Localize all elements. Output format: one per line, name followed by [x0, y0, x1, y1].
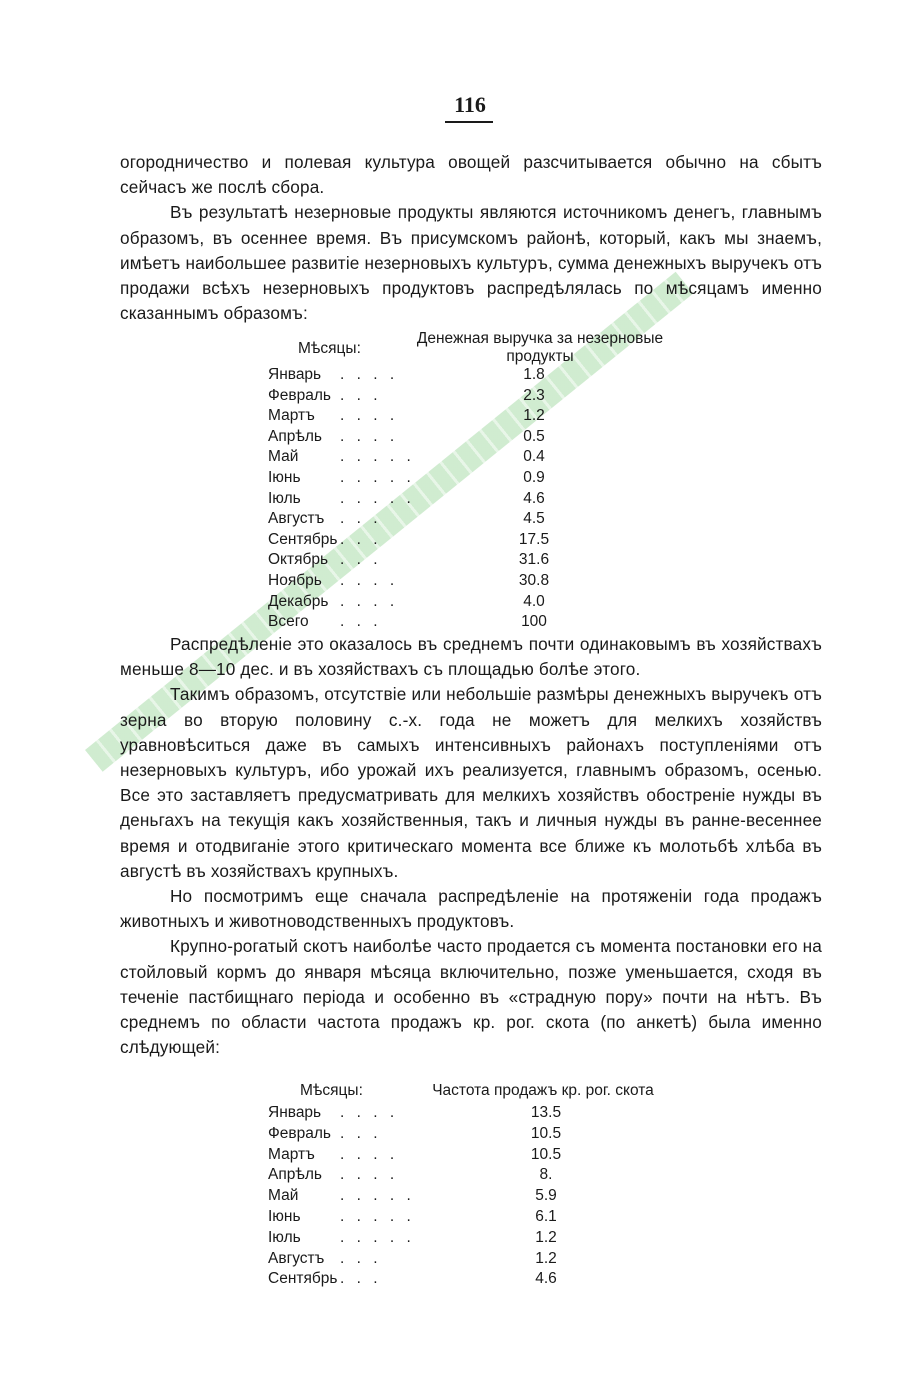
- month-cell: Май: [268, 1187, 299, 1205]
- month-cell: Августъ: [268, 1249, 325, 1267]
- leader-dots: . . .: [340, 530, 382, 548]
- value-cell: 1.2: [535, 1249, 557, 1267]
- value-cell: 1.2: [523, 407, 545, 425]
- month-cell: Октябрь: [268, 551, 329, 569]
- value-cell: 10.5: [530, 1145, 562, 1163]
- leader-dots: . . . . .: [340, 469, 415, 486]
- leader-dots: . . . .: [340, 1145, 399, 1163]
- month-cell: Мартъ: [268, 1145, 315, 1163]
- value-cell: 8.: [539, 1166, 553, 1184]
- table-row: [268, 1270, 688, 1290]
- table-2: [268, 1082, 688, 1302]
- table-1: [268, 330, 688, 630]
- leader-dots: . . . .: [340, 572, 399, 589]
- value-cell: 4.0: [523, 592, 545, 610]
- leader-dots: . . . .: [340, 592, 399, 610]
- page-number: 116: [454, 92, 486, 117]
- table-row: [268, 572, 688, 592]
- month-cell: Мартъ: [268, 407, 315, 425]
- table-row: [268, 1250, 688, 1270]
- leader-dots: . . .: [340, 1270, 382, 1288]
- paragraph-1: огородничество и полевая культура овощей разсчитывается обычно на сбытъ сейчасъ же послѣ сбора.: [120, 152, 822, 198]
- month-cell: Іюль: [268, 489, 301, 507]
- leader-dots: . . .: [340, 551, 382, 569]
- table-row: [268, 593, 688, 613]
- leader-dots: . . . . .: [340, 1208, 415, 1225]
- leader-dots: . . .: [340, 510, 382, 528]
- value-cell: 6.1: [535, 1208, 557, 1225]
- value-cell: 17.5: [518, 530, 550, 548]
- leader-dots: . . . . .: [340, 1187, 415, 1205]
- month-cell: Январь: [268, 366, 322, 383]
- month-cell: Всего: [268, 613, 309, 631]
- month-cell: Февраль: [268, 386, 331, 404]
- table-row: [268, 613, 688, 633]
- table-row: [268, 387, 688, 407]
- month-cell: Іюнь: [268, 469, 301, 486]
- paragraph-4: Такимъ образомъ, отсутствіе или небольшіе размѣры денежныхъ выручекъ отъ зерна во вторую половину с.-х. года не можетъ для мелкихъ хозяйствъ уравновѣситься даже въ самыхъ интенсивныхъ районахъ поступленіями отъ незерновыхъ культуръ, ибо урожай ихъ реализуется, главнымъ образомъ, осенью. Все это заставляетъ предусматривать для мелкихъ хозяйствъ обостреніе нужды въ деньгахъ на текущія какъ хозяйственныя, такъ и личныя нужды въ ранне-весеннее время и отодвиганіе этого критическаго момента все ближе къ молотьбѣ хлѣба въ августѣ въ хозяйствахъ крупныхъ.: [120, 684, 822, 881]
- table-1-header-value-line1: Денежная выручка за незерновые: [416, 330, 664, 347]
- text-block-middle: [120, 632, 822, 1060]
- table-row: [268, 1229, 688, 1249]
- table-2-header-month: Мѣсяцы:: [300, 1082, 363, 1099]
- value-cell: 5.9: [535, 1187, 557, 1205]
- value-cell: 13.5: [530, 1104, 562, 1121]
- table-row: [268, 551, 688, 571]
- table-row: [268, 1166, 688, 1186]
- value-cell: 31.6: [518, 551, 550, 569]
- month-cell: Февраль: [268, 1124, 331, 1142]
- leader-dots: . . . .: [340, 407, 399, 425]
- table-row: [268, 1104, 688, 1124]
- month-cell: Ноябрь: [268, 572, 322, 589]
- month-cell: Іюнь: [268, 1208, 301, 1225]
- value-cell: 0.4: [523, 448, 545, 466]
- leader-dots: . . .: [340, 1249, 382, 1267]
- leader-dots: . . . .: [340, 1166, 399, 1184]
- table-row: [268, 1208, 688, 1228]
- month-cell: Сентябрь: [268, 530, 338, 548]
- text-block-top: [120, 150, 822, 326]
- leader-dots: . . . .: [340, 366, 399, 383]
- month-cell: Май: [268, 448, 299, 466]
- month-cell: Августъ: [268, 510, 325, 528]
- month-cell: Апрѣль: [268, 1166, 322, 1184]
- table-row: [268, 366, 688, 386]
- leader-dots: . . . .: [340, 427, 399, 445]
- leader-dots: . . . . .: [340, 448, 415, 466]
- table-row: [268, 510, 688, 530]
- table-row: [268, 428, 688, 448]
- leader-dots: . . . .: [340, 1104, 399, 1121]
- value-cell: 0.9: [523, 469, 545, 486]
- table-row: [268, 469, 688, 489]
- leader-dots: . . .: [340, 613, 382, 631]
- leader-dots: . . .: [340, 1124, 382, 1142]
- value-cell: 1.8: [523, 366, 545, 383]
- value-cell: 0.5: [523, 427, 545, 445]
- table-1-header-month: Мѣсяцы:: [298, 340, 361, 357]
- leader-dots: . . . . .: [340, 489, 415, 507]
- table-row: [268, 1187, 688, 1207]
- page-number-underline: [445, 121, 493, 123]
- table-row: [268, 1146, 688, 1166]
- value-cell: 1.2: [535, 1228, 557, 1246]
- table-row: [268, 531, 688, 551]
- value-cell: 10.5: [530, 1124, 562, 1142]
- value-cell: 30.8: [518, 572, 550, 589]
- month-cell: Сентябрь: [268, 1270, 338, 1288]
- value-cell: 4.5: [523, 510, 545, 528]
- month-cell: Декабрь: [268, 592, 329, 610]
- paragraph-6: Крупно-рогатый скотъ наиболѣе часто продается съ момента постановки его на стойловый кормъ до января мѣсяца включительно, позже уменьшается, сходя въ теченіе пастбищнаго періода и особенно въ «страдную пору» почти на нѣтъ. Въ среднемъ по области частота продажъ кр. рог. скота (по анкетѣ) была именно слѣдующей:: [120, 936, 822, 1058]
- table-row: [268, 448, 688, 468]
- table-2-header-value: Частота продажъ кр. рог. скота: [432, 1082, 654, 1099]
- month-cell: Январь: [268, 1104, 322, 1121]
- table-1-header-value-line2: продукты: [506, 348, 574, 365]
- month-cell: Апрѣль: [268, 427, 322, 445]
- paragraph-2: Въ результатѣ незерновые продукты являются источникомъ денегъ, главнымъ образомъ, въ осеннее время. Въ присумскомъ районѣ, который, какъ мы знаемъ, имѣетъ наибольшее развитіе незерновыхъ культуръ, сумма денежныхъ выручекъ отъ продажи всѣхъ незерновыхъ продуктовъ распредѣлялась по мѣсяцамъ именно сказаннымъ образомъ:: [120, 202, 822, 324]
- table-1-header-value: [390, 330, 690, 366]
- table-row: [268, 490, 688, 510]
- month-cell: Іюль: [268, 1228, 301, 1246]
- value-cell: 4.6: [535, 1270, 557, 1288]
- value-cell: 4.6: [523, 489, 545, 507]
- leader-dots: . . . . .: [340, 1228, 415, 1246]
- paragraph-5: Но посмотримъ еще сначала распредѣленіе на протяженіи года продажъ животныхъ и животноводственныхъ продуктовъ.: [120, 886, 822, 932]
- leader-dots: . . .: [340, 386, 382, 404]
- table-row: [268, 407, 688, 427]
- table-row: [268, 1125, 688, 1145]
- value-cell: 100: [521, 613, 547, 631]
- value-cell: 2.3: [523, 386, 545, 404]
- paragraph-3: Распредѣленіе это оказалось въ среднемъ почти одинаковымъ въ хозяйствахъ меньше 8—10 дес. и въ хозяйствахъ съ площадью болѣе этого.: [120, 634, 822, 680]
